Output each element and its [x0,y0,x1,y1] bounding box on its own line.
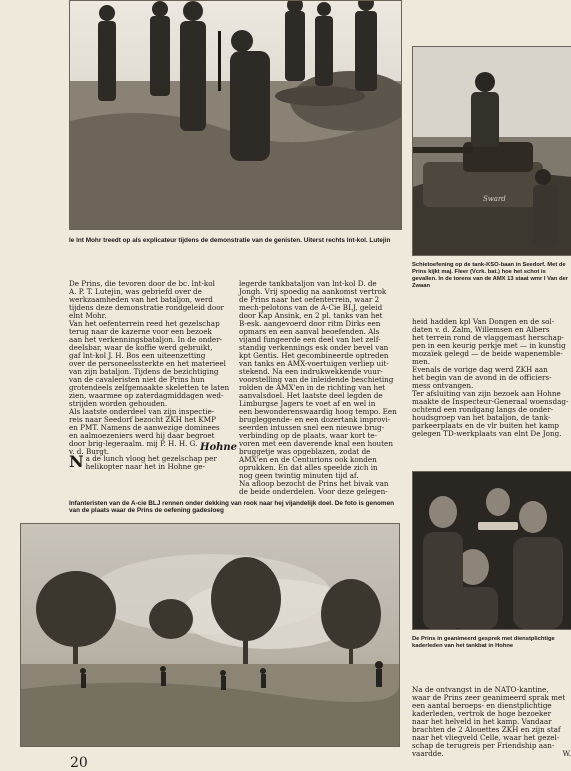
photo-tank-shooting-exercise [412,46,571,256]
drop-cap: N [69,452,84,471]
caption-battle-photo: Infanteristen van de A-cie BLJ rennen onder dekking van rook naar hej vijandelijk doel. De foto is genomen van de plaats waar de Prins de oefening gadesloeg [69,500,395,515]
article-col4-paragraph: Na de ontvangst in de NATO-kantine, waar de Prins zeer geanimeerd sprak met een aantal beroeps- en dienstplichtige kaderleden, vertrok de hoge bezoeker naar het helveld in het kamp. Vandaar brachten de 2 Alouettes ZKH en zijn staf naar het vliegveld Celle, waar het gezel- schap de terugreis per Friendship aan- vaardde. [412,685,566,758]
subhead-hohne: Hohne [200,442,238,453]
photo-prince-conversation [412,471,571,630]
article-col1-paragraph-2: a de lunch vloog het gezelschap per helikopter naar het in Hohne ge- [85,454,217,471]
photo-infantry-smoke-exercise [20,523,400,747]
photo-engineers-demonstration [69,0,402,230]
caption-prince-photo: De Prins in geanimeerd gesprek met dienstplichtige kaderleden van het tankbat in Hohne [412,636,555,649]
caption-tank-photo: Schietoefening op de tank-KSO-baan in Seedorf. Met de Prins kijkt maj. Fleer (Vcrk. bat.) hoe het schot is gevallen. In de torens van de AMX 13 staat wmr I Van der Zwaan [412,262,569,289]
article-col1-paragraph: De Prins, die tevoren door de bc. lnt-kol A. P. T. Lutejin, was gebriefd over de werkzaamheden van het bataljon, werd tijdens deze demonstratie rondgeleid door elnt Mohr. Van het oefenterrein reed het gezelschap terug naar de kazerne voor een bezoek aan het verkenningsbataljon. In de onder- deelsbar, waar de koffie werd gebruikt, gaf lnt-kol J. H. Bos een uiteenzetting over de personeelssterkte en het materieel van zijn bataljon. Tijdens de bezichtiging van de cavaleristen niet de Prins hun grotendeels zelfgemaakte skeletten te laten zien, waarmee op zaterdagmiddagen wed- strijden worden gehouden. Als laatste onderdeel van zijn inspectie- reis naar Seedorf bezocht ZKH het KMP en PMT. Namens de aanwezige dominees en aalmoezeniers werd hij daar begroet door brig-legeraalm. mij P. H. H. G. v. d. Burgt. [69,279,230,456]
article-column-2 [239,280,404,496]
article-column-1 [69,280,230,456]
caption-top-photo: le lnt Mohr treedt op als explicateur tijdens de demonstratie van de genisten. Uiterst rechts lnt-kol. Lutejin [69,237,391,244]
page-number: 20 [70,755,88,771]
article-column-1-end [69,452,230,471]
author-signature: W. [562,749,571,758]
article-column-4 [412,686,571,758]
article-column-3 [412,318,571,438]
tank-name-marking: Sward [483,195,506,203]
article-col3-paragraph: heid hadden kpl Van Dongen en de sol- daten v. d. Zalm, Willemsen en Albers het terrein rond de vlaggemast herschap- pen in een keurig perkje met — in kunstig mozaïek gelegd — de beide wapenemble- men. Evenals de vorige dag werd ZKH aan het begin van de avond in de officiers- mess ontvangen. Ter afsluiting van zijn bezoek aan Hohne maakte de Inspecteur-Generaal woensdag- ochtend een rondgang langs de onder- houdsgroep van het bataljon, de tank- parkeerplaats en de vlr buiten het kamp gelegen TD-werkplaats van elnt De Jong. [412,317,569,438]
article-col2-paragraph: legerde tankbataljon van lnt-kol D. de Jongh. Vrij spoedig na aankomst vertrok de Prins naar het oefenterrein, waar 2 mech-pelotons van de A-Cie BLJ, geleid door Kap Ansink, en 2 pl. tanks van het B-esk. aangevoerd door ritm Dirks een opmars en een aanval beoefenden. Als vijand fungeerde een deel van het zelf- standig verkennings esk onder bevel van kpt Gentis. Het gecombineerde optreden van tanks en AMX-voertuigen verliep uit- stekend. Na een indrukwekkende vuur- voorstelling van de inleidende beschieting rolden de AMX'en in de richting van het aanvalsdoel. Het laatste deel legden de Limburgse Jagers te voet af en wel in een bewonderenswaardig hoog tempo. Een brugleggende- en een dozertank improvi- seerden intussen snel een nieuwe brug- verbinding op de plaats, waar kort te- voren met een daverende knal een houten bruggetje was opgeblazen, zodat de AMX'en en de Centurions ook konden oprukken. En dat alles speelde zich in nog geen twintig minuten tijd af. Na afloop bezocht de Prins het bivak van de beide onderdelen. Voor deze gelegen- [239,279,397,496]
